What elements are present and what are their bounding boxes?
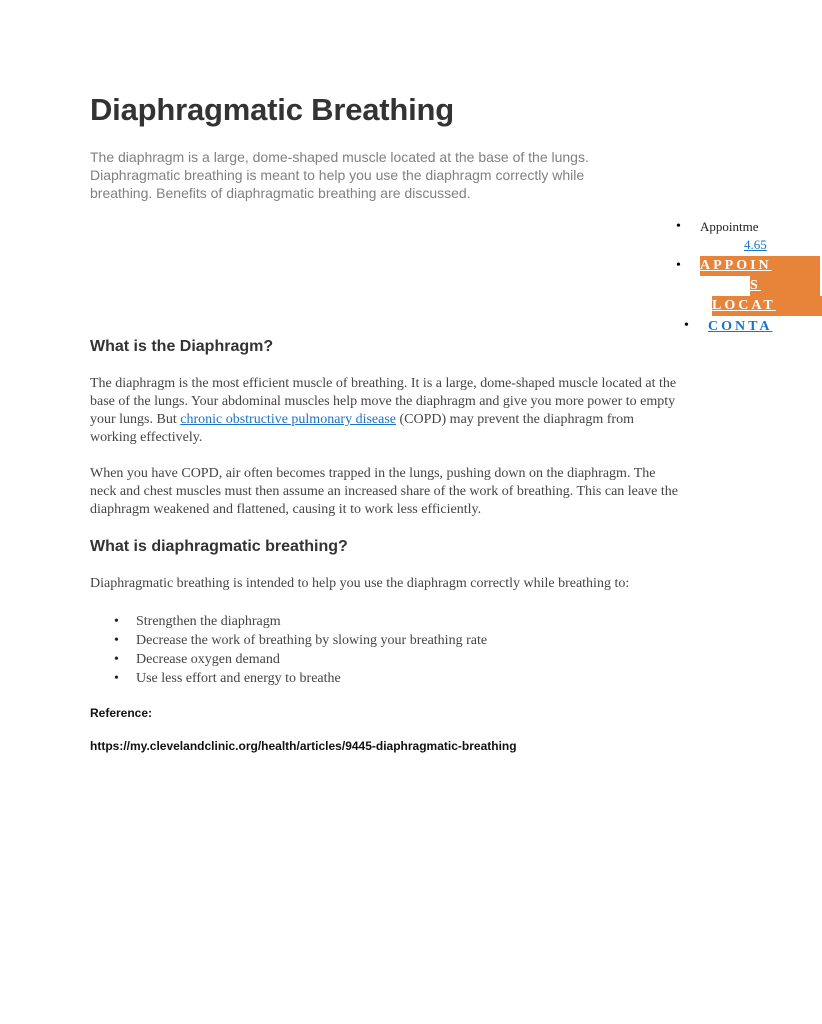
appointments-button[interactable]: • APPOIN	[700, 256, 820, 276]
list-item: • Strengthen the diaphragm	[90, 612, 487, 631]
benefits-list	[90, 612, 487, 688]
p1-text-before: The diaphragm is the most efficient muscle of breathing. It is a large, dome-shaped muscle located at the base of the lungs. Your abdominal muscles help move the diaphragm and give you more power to empty your lungs. But	[90, 376, 677, 427]
paragraph-copd-effects: When you have COPD, air often becomes trapped in the lungs, pushing down on the diaphragm. The neck and chest muscles must then assume an increased share of the work of breathing. This can leave the diaphragm weakened and flattened, causing it to work less efficiently.	[90, 466, 678, 517]
locations-button[interactable]: LOCAT	[712, 296, 822, 316]
heading-what-is-diaphragmatic-breathing: What is diaphragmatic breathing?	[90, 538, 348, 555]
intro-summary: The diaphragm is a large, dome-shaped muscle located at the base of the lungs. Diaphragmatic breathing is meant to help you use the diaphragm correctly while breathing. Benefits of diaphragmatic breathing are discussed.	[90, 149, 589, 201]
sidebar-item-appointments	[676, 218, 768, 254]
sidebar-item-appointments-locations	[676, 256, 776, 316]
page-title: Diaphragmatic Breathing	[90, 92, 455, 127]
heading-what-is-diaphragm: What is the Diaphragm?	[90, 338, 274, 355]
list-item: • Decrease oxygen demand	[90, 650, 487, 669]
list-item: • Decrease the work of breathing by slowing your breathing rate	[90, 631, 487, 650]
sidebar-list	[676, 218, 776, 336]
reference-url: https://my.clevelandclinic.org/health/articles/9445-diaphragmatic-breathing	[90, 739, 517, 753]
paragraph-breathing-intro: Diaphragmatic breathing is intended to help you use the diaphragm correctly while breathing to:	[90, 576, 630, 591]
p1-text-after: (COPD) may prevent the diaphragm from working effectively.	[90, 412, 634, 445]
copd-link[interactable]: chronic obstructive pulmonary disease	[180, 412, 397, 427]
sidebar-item-contact	[676, 318, 773, 336]
appointments-button-line2[interactable]: S	[750, 276, 820, 296]
reference-label: Reference:	[90, 706, 153, 720]
appointments-text: Appointme	[700, 219, 759, 234]
rating-link[interactable]: 4.65	[744, 237, 767, 252]
contact-link[interactable]: • CONTA	[708, 319, 773, 334]
list-item: • Use less effort and energy to breathe	[90, 669, 487, 688]
paragraph-diaphragm-intro	[90, 375, 680, 447]
